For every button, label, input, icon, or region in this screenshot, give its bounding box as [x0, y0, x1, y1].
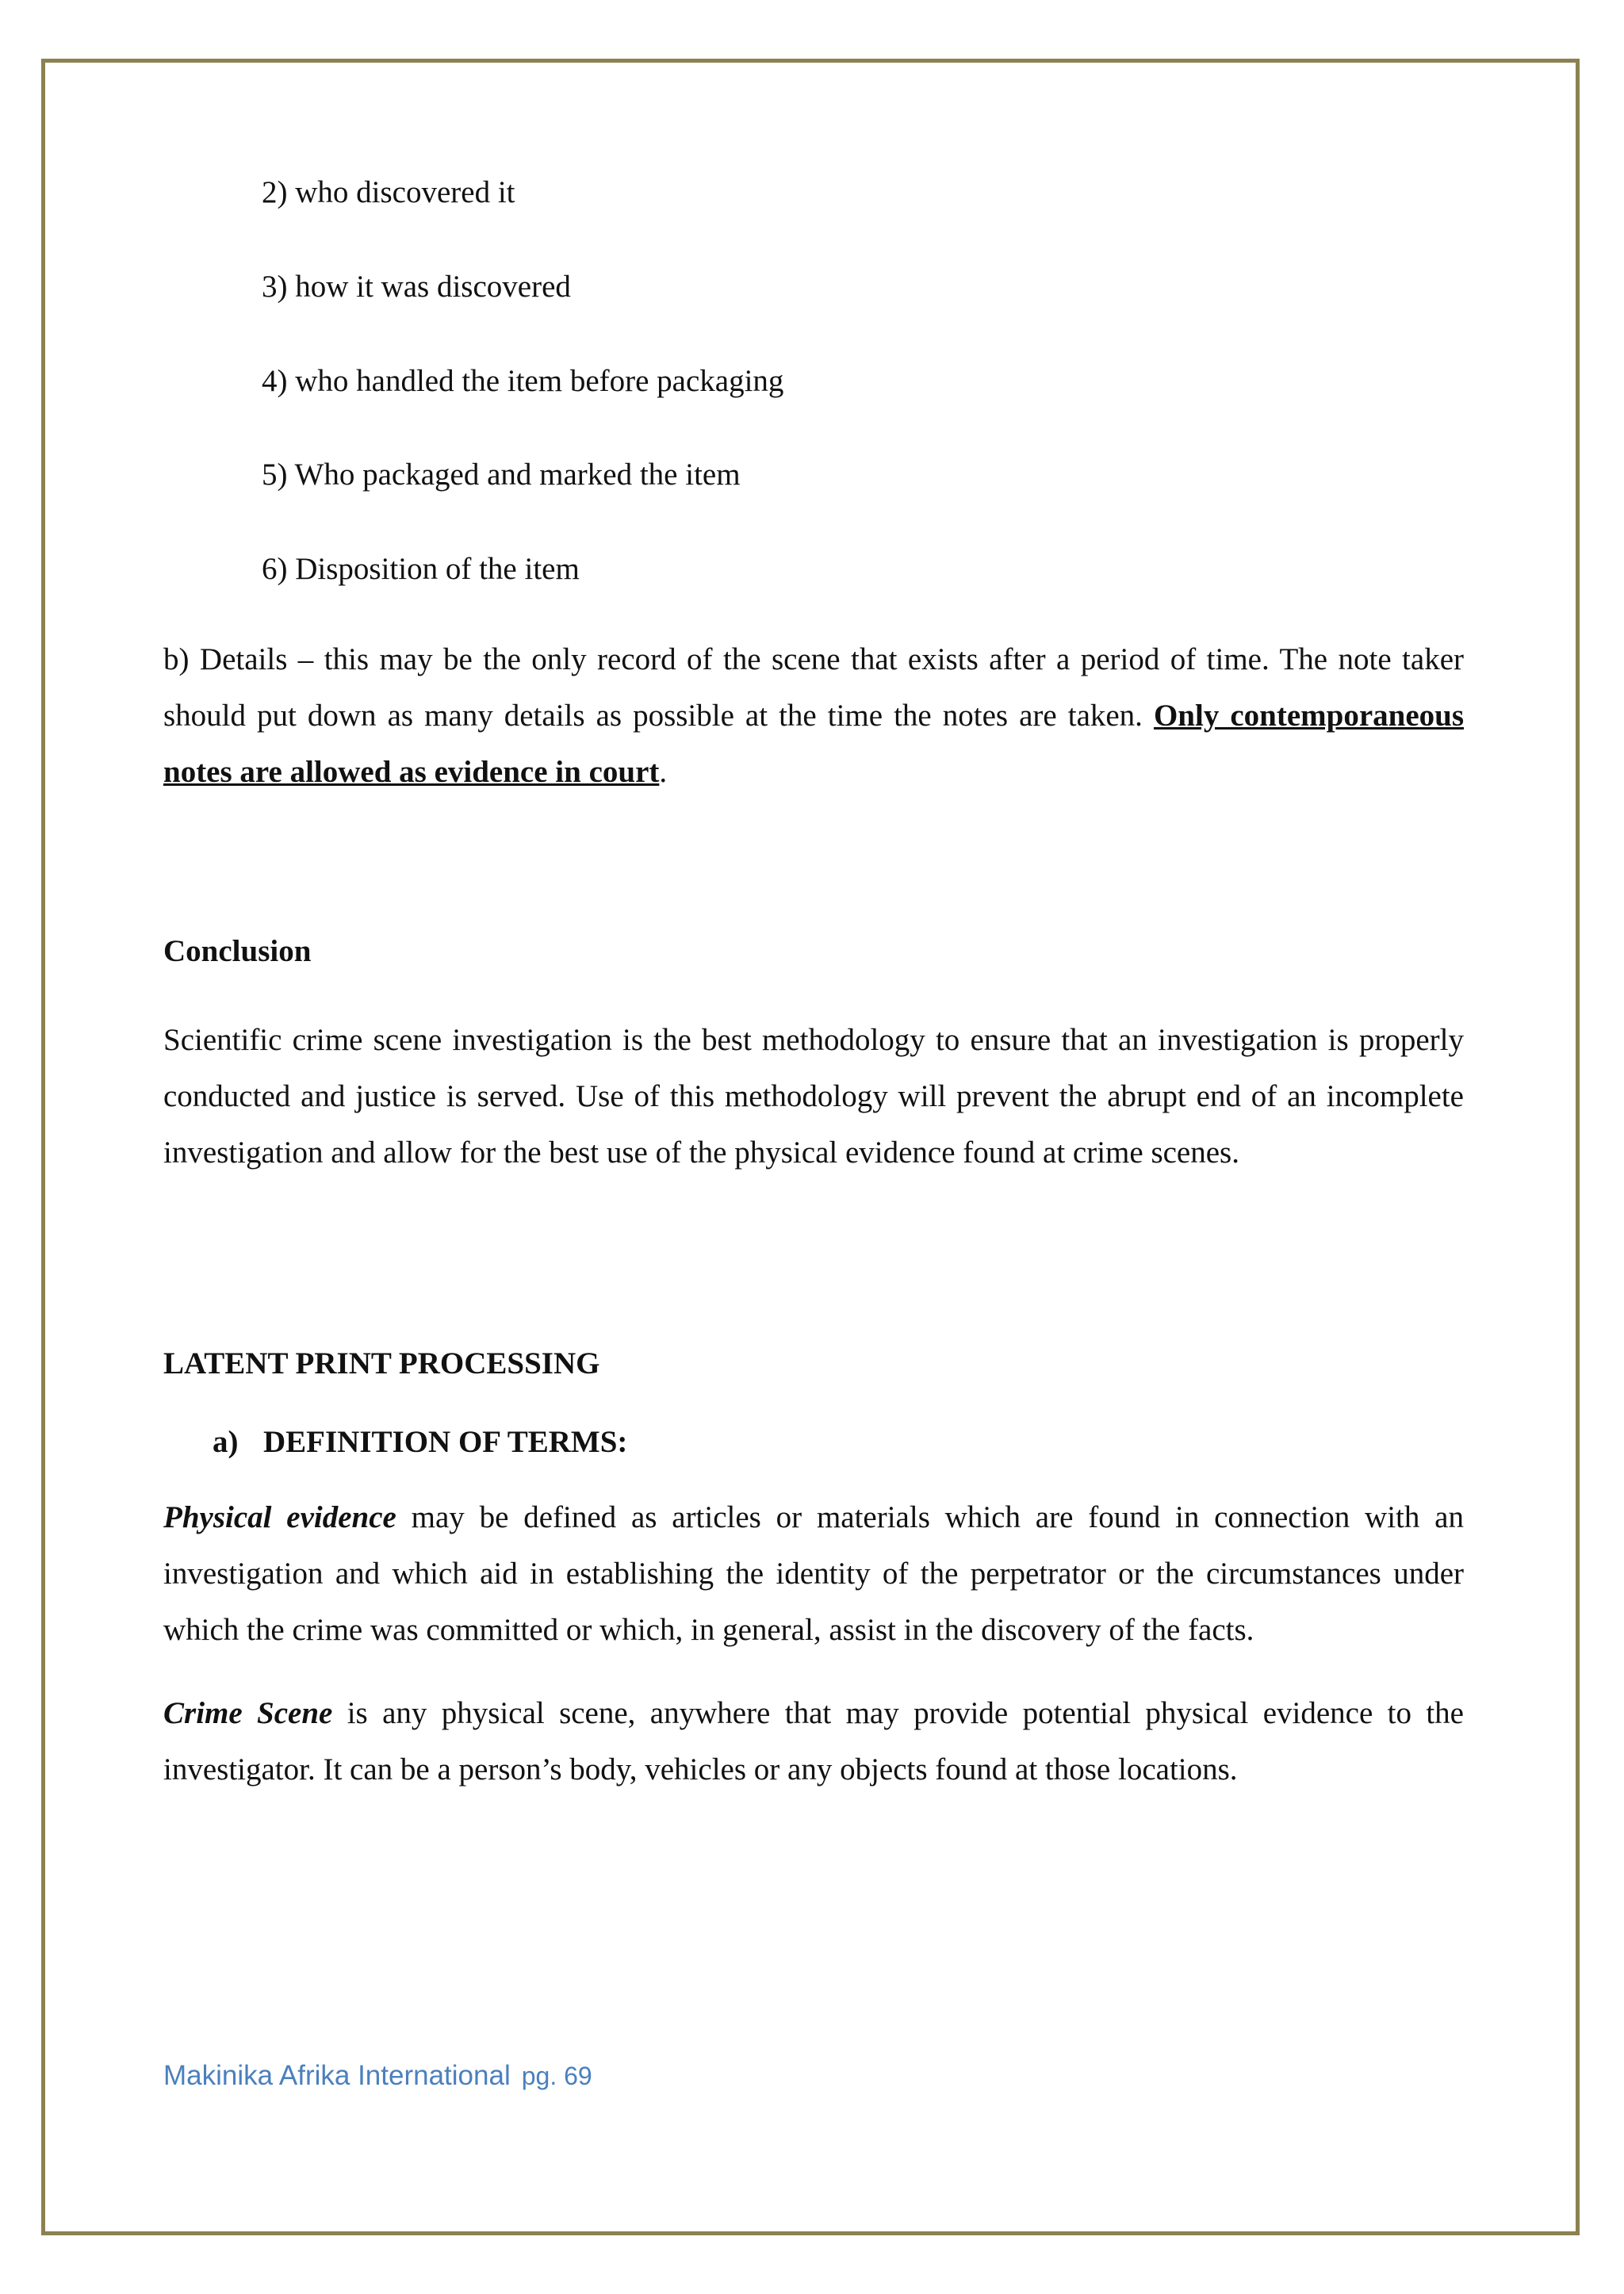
- definition-text: is any physical scene, anywhere that may provide potential physical evidence to the investigator. It can be a person’s body, vehicles or any objects found at those locations.: [163, 1696, 1464, 1787]
- conclusion-heading: Conclusion: [163, 933, 312, 968]
- subheading-text: DEFINITION OF TERMS:: [263, 1424, 628, 1459]
- definition-crime-scene: [163, 1685, 1464, 1798]
- list-item: 3) how it was discovered: [262, 269, 571, 304]
- list-item: 2) who discovered it: [262, 175, 515, 209]
- details-text: b) Details – this may be the only record of the scene that exists after a period of time. The note taker should put down as many details as possible at the time the notes are taken.: [163, 641, 1464, 733]
- page-content: [163, 174, 1464, 1825]
- list-item: 4) who handled the item before packaging: [262, 363, 784, 398]
- latent-print-heading: LATENT PRINT PROCESSING: [163, 1346, 600, 1381]
- definition-text: may be defined as articles or materials which are found in connection with an investigation and which aid in establishing the identity of the perpetrator or the circumstances under which the crime was committed or which, in general, assist in the discovery of the facts.: [163, 1500, 1464, 1648]
- definition-term: Physical evidence: [163, 1500, 396, 1535]
- details-end: .: [659, 754, 668, 789]
- conclusion-paragraph: Scientific crime scene investigation is the best methodology to ensure that an investigation is properly conducted and justice is served. Use of this methodology will prevent the abrupt end of an incomplete investigation and allow for the best use of the physical evidence found at crime scenes.: [163, 1022, 1464, 1170]
- definition-term: Crime Scene: [163, 1696, 333, 1731]
- list-item: 5) Who packaged and marked the item: [262, 458, 741, 492]
- list-item: 6) Disposition of the item: [262, 552, 580, 587]
- details-emphasis: Only contemporaneous notes are allowed as evidence in court: [163, 698, 1465, 789]
- definitions-subheading: [213, 1424, 1464, 1461]
- details-paragraph: [163, 631, 1464, 800]
- footer-org: Makinika Afrika International: [163, 2060, 511, 2091]
- definition-physical-evidence: [163, 1489, 1464, 1658]
- page-footer: [163, 2060, 592, 2092]
- footer-page-number: pg. 69: [521, 2062, 592, 2090]
- subheading-marker: a): [213, 1424, 239, 1459]
